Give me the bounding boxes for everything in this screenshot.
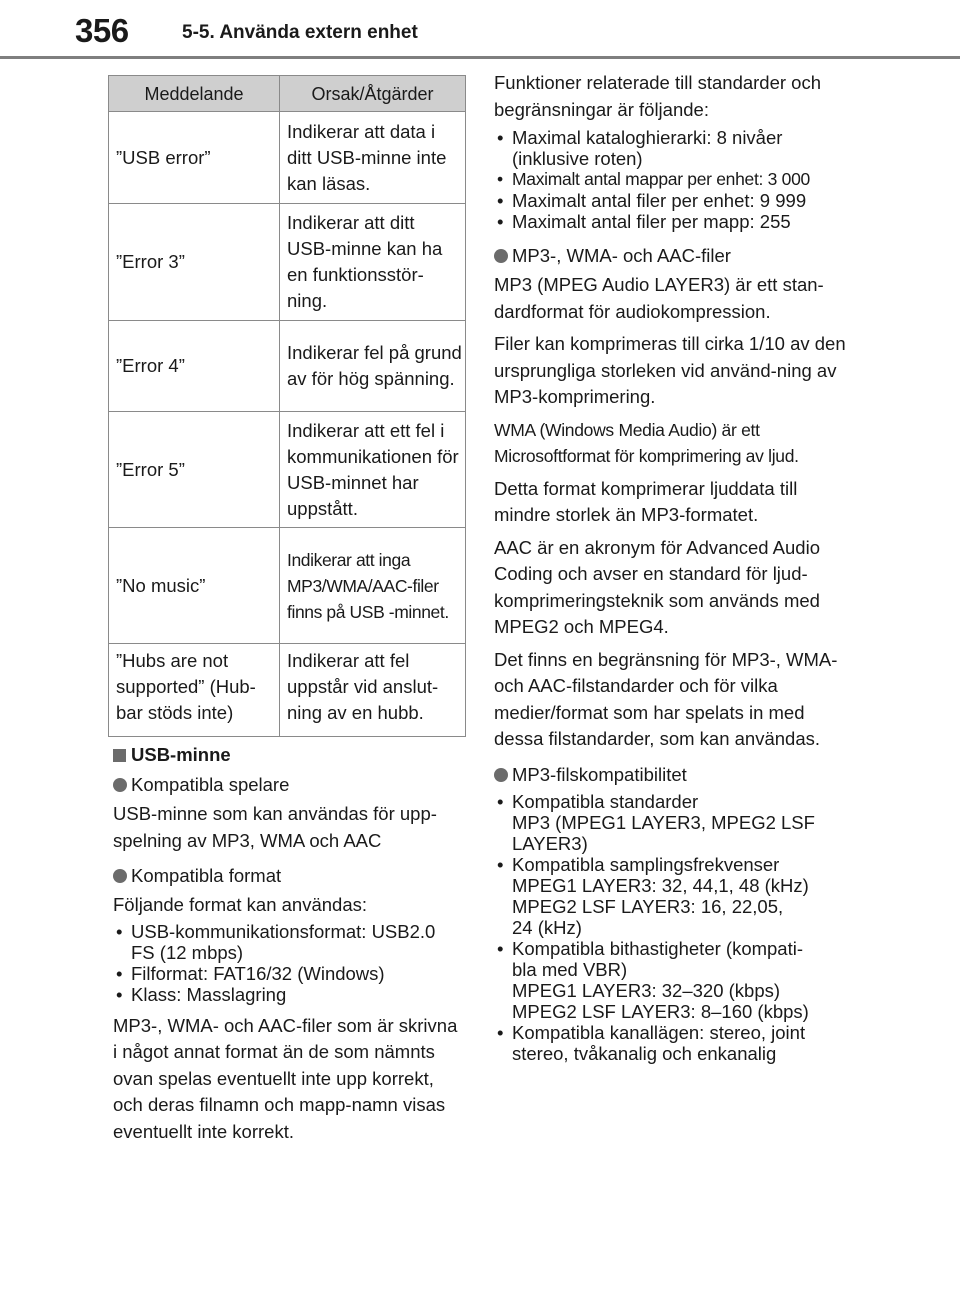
list-item-line: • Kompatibla bithastigheter (kompati- <box>512 937 804 959</box>
table-cell-message: ”Hubs are not supported” (Hub-bar stöds inte) <box>109 644 280 737</box>
compat-heading <box>494 763 854 787</box>
table-row <box>109 321 466 412</box>
list-item-line: MPEG1 LAYER3: 32–320 (kbps) <box>512 979 781 1001</box>
table-header-cause: Orsak/Åtgärder <box>280 76 466 112</box>
players-heading-text: Kompatibla spelare <box>131 774 290 795</box>
list-item-line: • USB-kommunikationsformat: USB2.0 <box>131 920 436 942</box>
list-item <box>494 1022 854 1064</box>
list-item-line: 24 (kHz) <box>512 916 582 938</box>
left-column <box>113 744 463 1151</box>
section-title: 5-5. Använda extern enhet <box>182 22 418 43</box>
list-item-line: • Maximalt antal mappar per enhet: 3 000 <box>512 169 810 189</box>
table-row <box>109 528 466 644</box>
files-heading-text: MP3-, WMA- och AAC-filer <box>512 245 731 266</box>
formats-heading <box>113 864 463 888</box>
table-cell-cause: Indikerar att ett fel i kommunikationen för USB-minnet har uppstått. <box>280 412 466 528</box>
table-cell-message: ”Error 3” <box>109 204 280 321</box>
list-item <box>113 963 463 984</box>
list-item-line: • Kompatibla samplingsfrekvenser <box>512 853 780 875</box>
list-item <box>494 211 854 232</box>
list-item-line: • Maximal kataloghierarki: 8 nivåer <box>512 127 783 148</box>
list-item-line: • Kompatibla standarder <box>512 790 699 812</box>
table-row <box>109 112 466 204</box>
table-cell-message: ”Error 4” <box>109 321 280 412</box>
files-paragraph: Filer kan komprimeras till cirka 1/10 av den ursprungliga storleken vid använd-ning av MP3-komprimering. <box>494 333 846 407</box>
compat-heading-text: MP3-filskompatibilitet <box>512 763 687 785</box>
circle-bullet-icon <box>494 768 508 782</box>
circle-bullet-icon <box>113 869 127 883</box>
list-item <box>494 190 854 211</box>
list-item <box>494 938 854 1022</box>
limits-intro: Funktioner relaterade till standarder och begränsningar är följande: <box>494 72 822 120</box>
list-item <box>113 984 463 1005</box>
players-text: USB-minne som kan användas för upp-spelning av MP3, WMA och AAC <box>113 803 437 851</box>
formats-list <box>113 921 463 1005</box>
usb-memory-heading <box>113 744 463 766</box>
list-item-line: (inklusive roten) <box>512 148 643 169</box>
header-rule <box>0 56 960 59</box>
list-item <box>494 127 854 169</box>
list-item-line: MPEG2 LSF LAYER3: 8–160 (kbps) <box>512 1000 809 1022</box>
files-paragraph: WMA (Windows Media Audio) är ett Microsoftformat för komprimering av ljud. <box>494 419 799 466</box>
closing-text: MP3-, WMA- och AAC-filer som är skrivna i något annat format än de som nämnts ovan spelas eventuellt inte upp korrekt, och deras filnamn och mapp-namn visas eventuellt inte korrekt. <box>113 1014 458 1142</box>
limits-list <box>494 127 854 232</box>
page-header <box>0 0 960 62</box>
list-item-line: • Maximalt antal filer per mapp: 255 <box>512 211 791 232</box>
table-cell-cause: Indikerar att ditt USB-minne kan ha en funktionsstör-ning. <box>280 204 466 321</box>
formats-intro: Följande format kan användas: <box>113 894 368 915</box>
page-number: 356 <box>75 12 129 49</box>
table-row <box>109 204 466 321</box>
usb-memory-heading-text: USB-minne <box>131 744 231 765</box>
table-row <box>109 412 466 528</box>
table-cell-cause: Indikerar att fel uppstår vid anslut-ning av en hubb. <box>280 644 466 737</box>
table-cell-cause: Indikerar att data i ditt USB-minne inte kan läsas. <box>280 112 466 204</box>
circle-bullet-icon <box>113 778 127 792</box>
table-cell-cause: Indikerar fel på grund av för hög spänning. <box>280 321 466 412</box>
players-heading <box>113 773 463 797</box>
list-item <box>494 169 854 190</box>
table-cell-cause: Indikerar att inga MP3/WMA/AAC-filer finns på USB -minnet. <box>280 528 466 644</box>
list-item-line: • Kompatibla kanallägen: stereo, joint <box>512 1021 806 1043</box>
list-item-line: MPEG1 LAYER3: 32, 44,1, 48 (kHz) <box>512 874 809 896</box>
files-paragraph: AAC är en akronym för Advanced Audio Coding och avser en standard för ljud-komprimeringsteknik som används med MPEG2 och MPEG4. <box>494 536 820 637</box>
formats-heading-text: Kompatibla format <box>131 865 282 886</box>
right-column <box>494 70 854 1072</box>
list-item-line: • Filformat: FAT16/32 (Windows) <box>131 962 385 984</box>
table-row <box>109 644 466 737</box>
table-cell-message: ”USB error” <box>109 112 280 204</box>
table-header-row <box>109 76 466 112</box>
list-item <box>494 791 854 854</box>
compat-list <box>494 791 854 1064</box>
table-cell-message: ”Error 5” <box>109 412 280 528</box>
list-item-line: LAYER3) <box>512 832 588 854</box>
files-paragraph: Det finns en begränsning för MP3-, WMA- och AAC-filstandarder och för vilka medier/format som har spelats in med dessa filstandarder, som kan användas. <box>494 648 838 749</box>
list-item-line: • Klass: Masslagring <box>131 983 287 1005</box>
table-cell-message: ”No music” <box>109 528 280 644</box>
files-heading <box>494 244 854 268</box>
list-item <box>494 854 854 938</box>
table-header-message: Meddelande <box>109 76 280 112</box>
files-paragraph: MP3 (MPEG Audio LAYER3) är ett stan-dardformat för audiokompression. <box>494 274 824 322</box>
circle-bullet-icon <box>494 249 508 263</box>
list-item-line: bla med VBR) <box>512 958 628 980</box>
list-item-line: FS (12 mbps) <box>131 941 244 963</box>
list-item <box>113 921 463 963</box>
square-bullet-icon <box>113 749 126 762</box>
files-paragraph: Detta format komprimerar ljuddata till mindre storlek än MP3-formatet. <box>494 477 798 525</box>
list-item-line: MPEG2 LSF LAYER3: 16, 22,05, <box>512 895 784 917</box>
list-item-line: stereo, tvåkanalig och enkanalig <box>512 1042 777 1064</box>
list-item-line: • Maximalt antal filer per enhet: 9 999 <box>512 190 807 211</box>
message-table <box>108 75 466 737</box>
list-item-line: MP3 (MPEG1 LAYER3, MPEG2 LSF <box>512 811 815 833</box>
